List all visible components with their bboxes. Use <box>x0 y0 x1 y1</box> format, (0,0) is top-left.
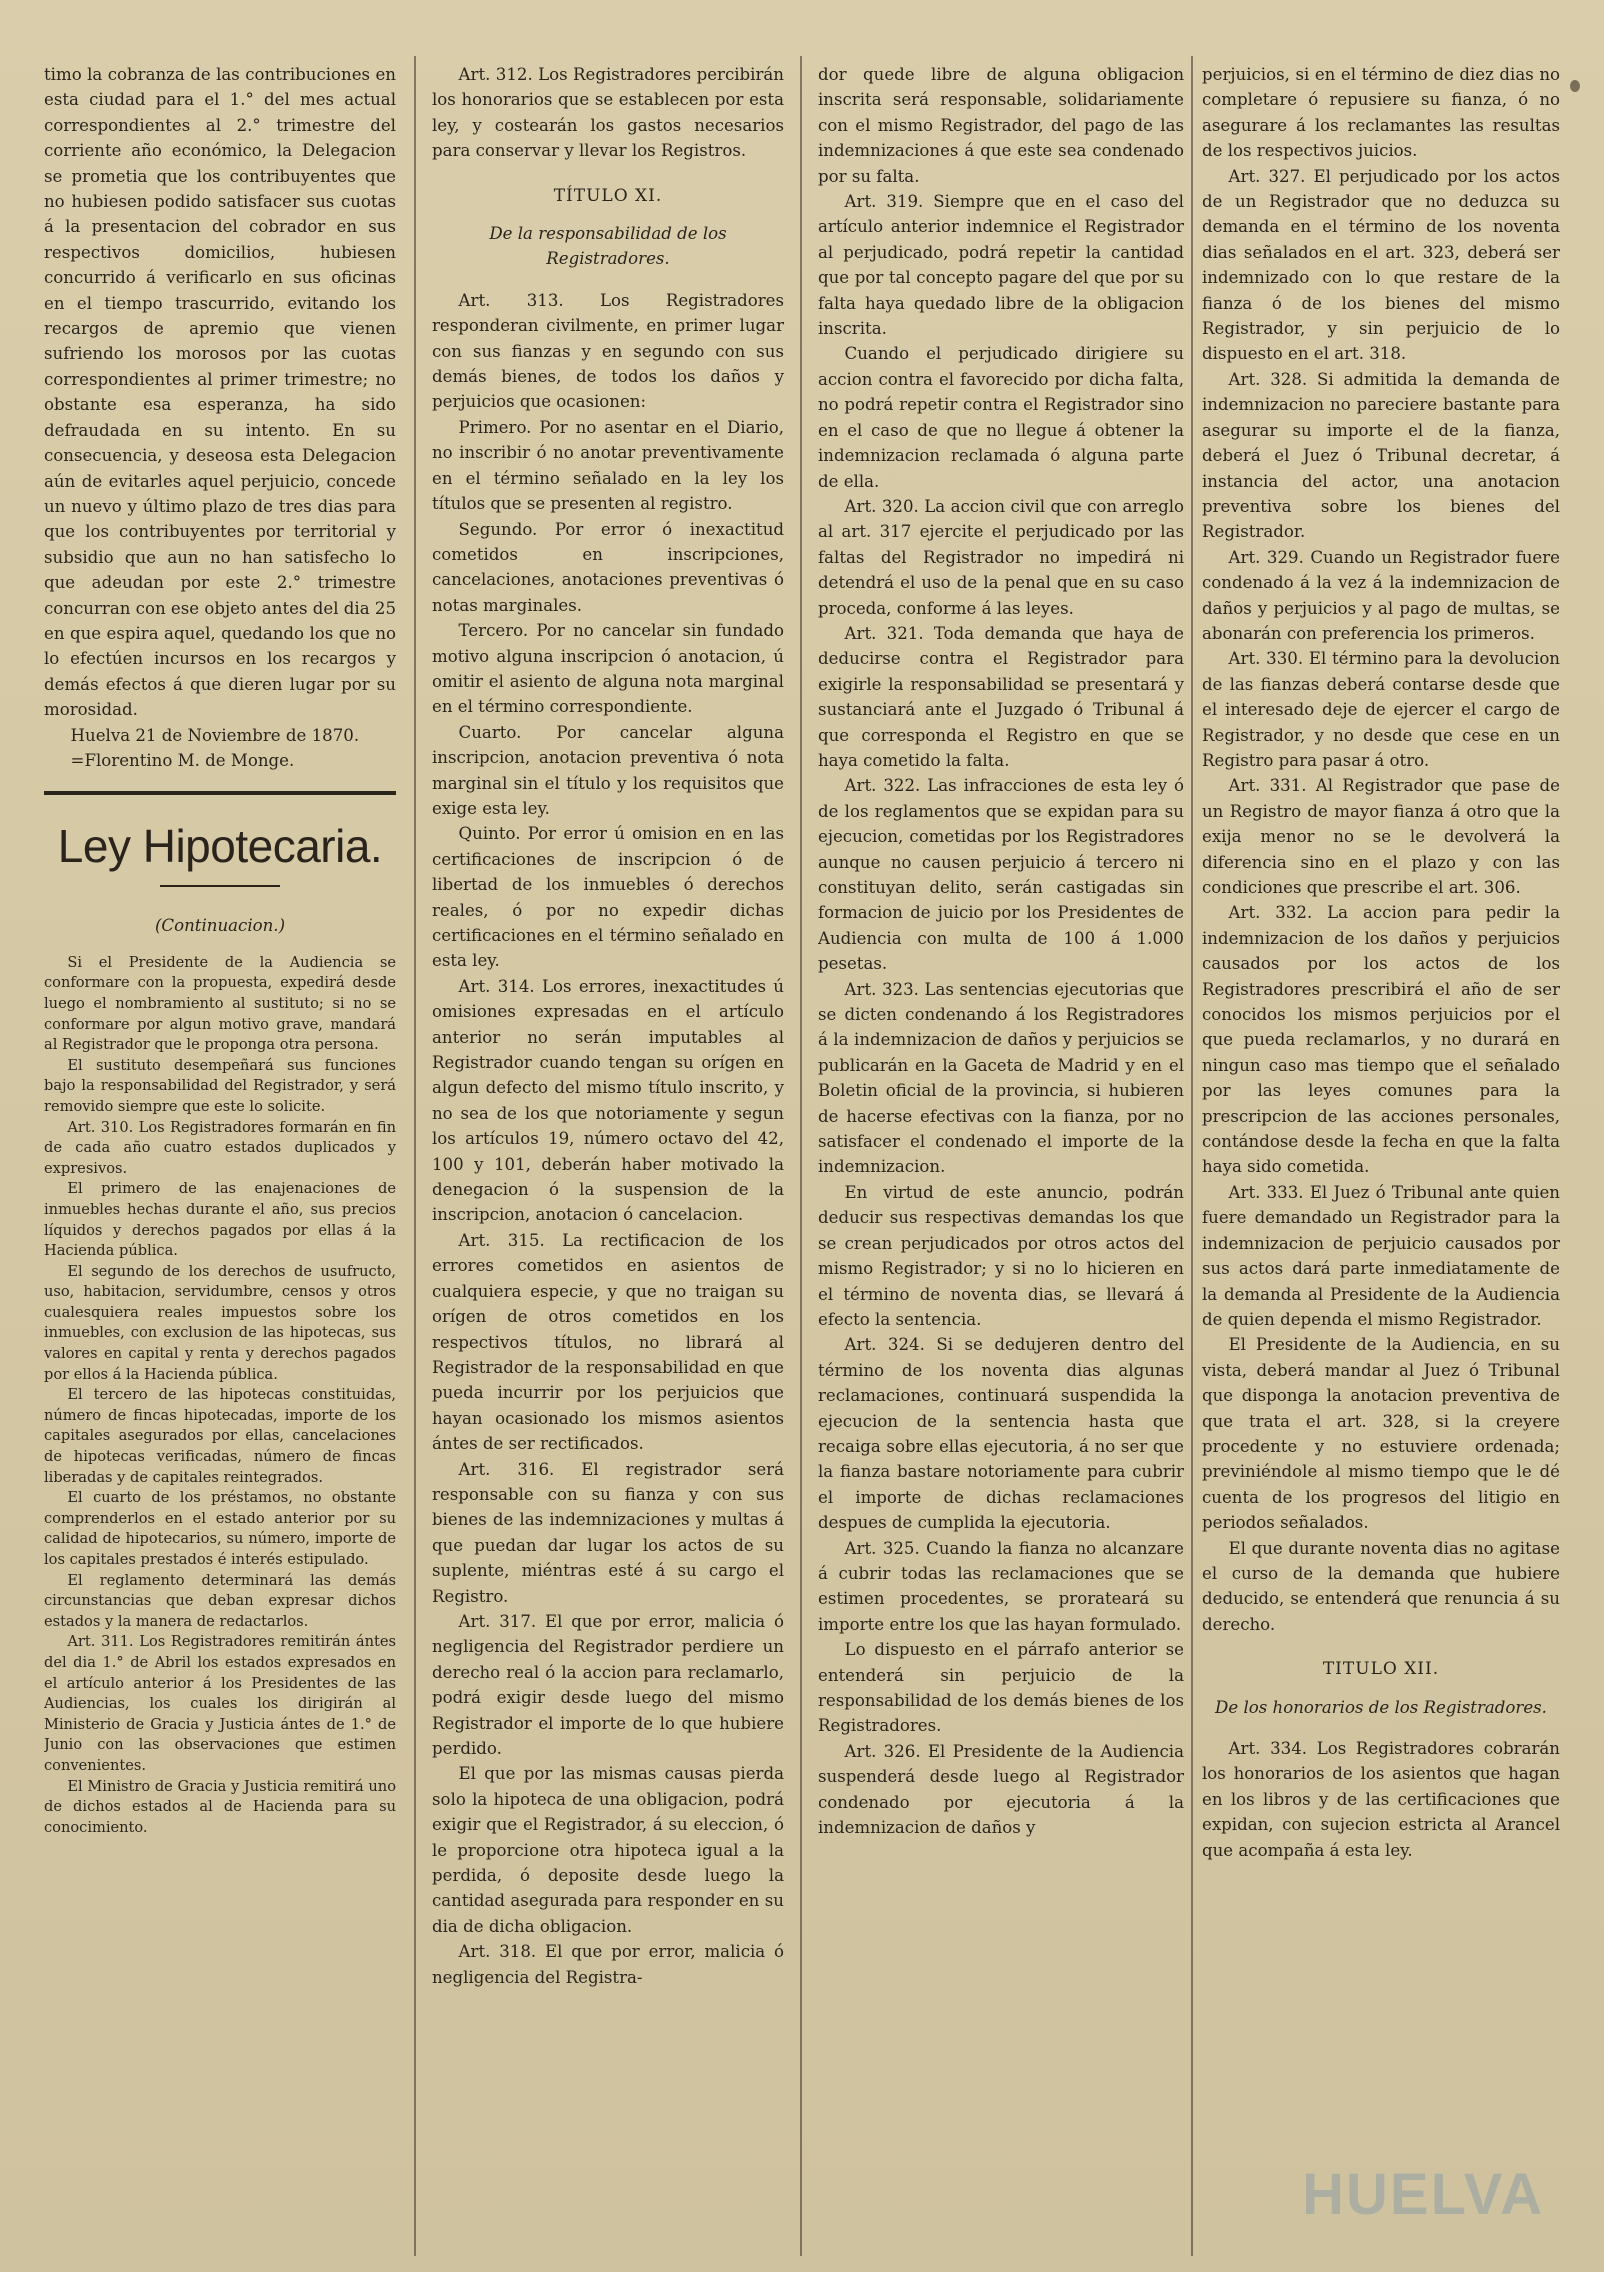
title-xii: TITULO XII. <box>1322 1659 1440 1680</box>
column-divider <box>1191 56 1193 2256</box>
column-4 <box>1202 62 1560 2257</box>
title-xi: TÍTULO XI. <box>553 185 663 206</box>
paragraph: Si el Presidente de la Audiencia se conformare con la propuesta, expedirá desde luego el nombramiento al sustituto; si no se conformare por algun motivo grave, mandará al Registrador que le proponga otra persona. <box>44 953 396 1054</box>
paragraph: Art. 326. El Presidente de la Audiencia suspenderá desde luego al Registrador condenado por ejecutoria á la indemnizacion de daños y <box>818 1741 1184 1838</box>
paragraph: Art. 315. La rectificacion de los errores cometidos en asientos de cualquiera especie, y que no traigan su orígen de otros cometidos en los respectivos títulos, no librará al Registrador de la responsabilidad en que pueda incurrir por los perjuicios que hayan ocasionado los mismos asientos ántes de ser rectificados. <box>432 1230 784 1454</box>
paragraph: Art. 321. Toda demanda que haya de deducirse contra el Registrador para exigirle la responsabilidad se presentará y sustanciará ante el Juzgado ó Tribunal á que corresponda el Registro en que se haya cometido la falta. <box>818 623 1184 770</box>
paragraph: Primero. Por no asentar en el Diario, no inscribir ó no anotar preventivamente en el término señalado en la ley los títulos que se presenten al registro. <box>432 417 784 514</box>
paragraph: Art. 313. Los Registradores responderan civilmente, en primer lugar con sus fianzas y en segundo con sus demás bienes, de todos los daños y perjuicios que ocasionen: <box>432 290 784 412</box>
paragraph: Art. 331. Al Registrador que pase de un Registro de mayor fianza á otro que la exija menor no se le devolverá la diferencia sino en el plazo y con las condiciones que prescribe el art. 306. <box>1202 776 1560 897</box>
title-underline <box>160 885 280 887</box>
ink-mark <box>1570 80 1580 92</box>
paragraph: perjuicios, si en el término de diez dias no completare ó repusiere su fianza, ó no asegurare á los reclamantes las resultas de los respectivos juicios. <box>1202 65 1560 161</box>
paragraph: Art. 323. Las sentencias ejecutorias que se dicten condenando á los Registradores á la indemnizacion de daños y perjuicios se publicarán en la Gaceta de Madrid y en el Boletin oficial de la provincia, si hubieren de hacerse efectivas con la fianza, por no satisfacer el condenado el importe de la indemnizacion. <box>818 979 1184 1177</box>
paragraph: Tercero. Por no cancelar sin fundado motivo alguna inscripcion ó anotacion, ú omitir el asiento de alguna nota marginal en el término correspondiente. <box>432 621 784 717</box>
law-articles-block <box>44 953 396 1839</box>
paragraph: Segundo. Por error ó inexactitud cometidos en inscripciones, cancelaciones, anotaciones preventivas ó notas marginales. <box>432 519 784 615</box>
column-2 <box>432 62 784 2257</box>
paragraph: Art. 330. El término para la devolucion de las fianzas deberá contarse desde que el interesado deje de ejercer el cargo de Registrador, y no desde que cese en un Registro para pasar á otro. <box>1202 649 1560 770</box>
paragraph: El que por las mismas causas pierda solo la hipoteca de una obligacion, podrá exigir que el Registrador, á su eleccion, ó le proporcione otra hipoteca igual a la perdida, ó deposite desde luego la cantidad asegurada para responder en su dia de dicha obligacion. <box>432 1764 784 1936</box>
column-3 <box>818 62 1184 2257</box>
paragraph: Quinto. Por error ú omision en en las certificaciones de inscripcion ó de libertad de los inmuebles ó derechos reales, ó por no expedir dichas certificaciones en el término señalado en esta ley. <box>432 824 784 971</box>
paragraph: El primero de las enajenaciones de inmuebles hechas durante el año, sus precios líquidos y derechos pagados por ellas á la Hacienda pública. <box>44 1180 396 1260</box>
paragraph: Art. 327. El perjudicado por los actos de un Registrador que no deduzca su demanda en el término de los noventa dias señalados en el art. 323, deberá ser indemnizado con lo que restare de la fianza ó de los bienes del mismo Registrador, y sin perjuicio de lo dispuesto en el art. 318. <box>1202 166 1560 364</box>
notice-signature: =Florentino M. de Monge. <box>70 750 295 770</box>
paragraph: El sustituto desempeñará sus funciones bajo la responsabilidad del Registrador, y será removido siempre que este lo solicite. <box>44 1056 396 1115</box>
section-title: Ley Hipotecaria. <box>57 820 383 873</box>
paragraph: Art. 310. Los Registradores formarán en fin de cada año cuatro estados duplicados y expresivos. <box>44 1118 396 1177</box>
paragraph: Art. 333. El Juez ó Tribunal ante quien fuere demandado un Registrador para la indemnizacion de perjuicio causados por sus actos dará parte inmediatamente de la demanda al Presidente de la Audiencia de quien dependa el mismo Registrador. <box>1202 1182 1560 1329</box>
title-xi-subtitle: De la responsabilidad de los Registradores. <box>489 224 727 269</box>
paragraph: El cuarto de los préstamos, no obstante comprenderlos en el estado anterior por su calidad de hipotecarios, su número, importe de los capitales prestados é interés estipulado. <box>44 1489 396 1568</box>
paragraph: El Ministro de Gracia y Justicia remitirá uno de dichos estados al de Hacienda para su conocimiento. <box>44 1777 396 1836</box>
paragraph: Lo dispuesto en el párrafo anterior se entenderá sin perjuicio de la responsabilidad de los demás bienes de los Registradores. <box>818 1640 1184 1736</box>
paragraph: Art. 314. Los errores, inexactitudes ú omisiones expresadas en el artículo anterior no serán imputables al Registrador cuando tengan su orígen en algun defecto del mismo título inscrito, y no sea de los que notoriamente y segun los artículos 19, número octavo del 42, 100 y 101, deberán haber motivado la denegacion ó la suspension de la inscripcion, anotacion ó cancelacion. <box>432 976 784 1225</box>
paragraph: El segundo de los derechos de usufructo, uso, habitacion, servidumbre, censos y otros cualesquiera reales impuestos sobre los inmuebles, con exclusion de las hipotecas, sus valores en capital y renta y derechos pagados por ellos á la Hacienda pública. <box>44 1262 396 1383</box>
paragraph: El Presidente de la Audiencia, en su vista, deberá mandar al Juez ó Tribunal que disponga la anotacion preventiva de que trata el art. 328, si la creyere procedente y no estuviere ordenada; previniéndole al mismo tiempo que le dé cuenta de los progresos del litigio en periodos señalados. <box>1202 1335 1560 1533</box>
paragraph: Art. 322. Las infracciones de esta ley ó de los reglamentos que se expidan para su ejecucion, cometidas por los Registradores aunque no causen perjuicio á tercero ni constituyan delito, serán castigadas sin formacion de juicio por los Presidentes de Audiencia con multa de 100 á 1.000 pesetas. <box>818 776 1184 974</box>
title-xii-subtitle: De los honorarios de los Registradores. <box>1215 1697 1547 1717</box>
paragraph: El que durante noventa dias no agitase el curso de la demanda que hubiere deducido, se entenderá que renuncia á su derecho. <box>1202 1538 1560 1634</box>
paragraph: dor quede libre de alguna obligacion inscrita será responsable, solidariamente con el mismo Registrador, del pago de las indemnizaciones á que este sea condenado por su falta. <box>818 65 1184 186</box>
paragraph: El tercero de las hipotecas constituidas, número de fincas hipotecadas, importe de los capitales asegurados por ellas, cancelaciones de hipotecas verificadas, número de fincas liberadas y de capitales reintegrados. <box>44 1386 396 1486</box>
continuation-label: (Continuacion.) <box>154 916 286 936</box>
notice-date: Huelva 21 de Noviembre de 1870. <box>70 725 360 745</box>
paragraph: Art. 325. Cuando la fianza no alcanzare á cubrir todas las reclamaciones que se estimen procedentes, se prorateará su importe entre los que las hayan formulado. <box>818 1538 1184 1634</box>
paragraph: Art. 324. Si se dedujeren dentro del término de los noventa dias algunas reclamaciones, continuará suspendida la ejecucion de la sentencia hasta que recaiga sobre ellas ejecutoria, á no ser que la fianza bastare notoriamente para cubrir el importe de dichas reclamaciones despues de cumplida la ejecutoria. <box>818 1335 1184 1533</box>
paragraph: Art. 328. Si admitida la demanda de indemnizacion no pareciere bastante para asegurar su importe el de la fianza, deberá el Juez ó Tribunal decretar, á instancia del actor, una anotacion preventiva sobre los bienes del Registrador. <box>1202 369 1560 542</box>
paragraph: Art. 317. El que por error, malicia ó negligencia del Registrador perdiere un derecho real ó la accion para reclamarlo, podrá exigir desde luego del mismo Registrador el importe de lo que hubiere perdido. <box>432 1611 784 1758</box>
article-334: Art. 334. Los Registradores cobrarán los honorarios de los asientos que hagan en los libros y de las certificaciones que expidan, con sujecion estricta al Arancel que acompaña á esta ley. <box>1202 1739 1560 1860</box>
paragraph: Art. 329. Cuando un Registrador fuere condenado á la vez á la indemnizacion de daños y perjuicios y al pago de multas, se abonarán con preferencia los primeros. <box>1202 547 1560 643</box>
paragraph: Art. 316. El registrador será responsable con su fianza y con sus bienes de las indemnizaciones y multas á que puedan dar lugar los actos de su suplente, miéntras esté á su cargo el Registro. <box>432 1459 784 1606</box>
paragraph: Art. 318. El que por error, malicia ó negligencia del Registra- <box>432 1942 784 1987</box>
paragraph: En virtud de este anuncio, podrán deducir sus respectivas demandas los que se crean perjudicados por otros actos del mismo Registrador; y si no lo hicieren en el término de noventa dias, se llevará á efecto la sentencia. <box>818 1182 1184 1329</box>
column-1 <box>44 62 396 2257</box>
archive-watermark: HUELVA <box>1302 2162 1544 2227</box>
paragraph: Cuarto. Por cancelar alguna inscripcion, anotacion preventiva ó nota marginal sin el título y los requisitos que exige esta ley. <box>432 722 784 818</box>
article-312: Art. 312. Los Registradores percibirán los honorarios que se establecen por esta ley, y costearán los gastos necesarios para conservar y llevar los Registros. <box>432 65 784 161</box>
column-divider <box>800 56 802 2256</box>
paragraph: Art. 319. Siempre que en el caso del artículo anterior indemnice el Registrador al perjudicado, podrá repetir la cantidad que por tal concepto pagare del que por su falta haya quedado libre de la obligacion inscrita. <box>818 192 1184 339</box>
delegation-notice: timo la cobranza de las contribuciones en esta ciudad para el 1.° del mes actual correspondientes al 2.° trimestre del corriente año económico, la Delegacion se prometia que los contribuyentes que no hubiesen podido satisfacer sus cuotas á la presentacion del cobrador en sus respectivos domicilios, hubiesen concurrido á verificarlo en sus oficinas en el tiempo trascurrido, evitando los recargos de apremio que vienen sufriendo los morosos por las cuotas correspondientes al primer trimestre; no obstante esa esperanza, ha sido defraudada en su intento. En su consecuencia, y deseosa esta Delegacion aún de evitarles aquel perjuicio, concede un nuevo y último plazo de tres dias para que los contribuyentes por territorial y subsidio que aun no han satisfecho lo que adeudan por este 2.° trimestre concurran con ese objeto antes del dia 25 en que espira aquel, quedando los que no lo efectúen incursos en los recargos y demás efectos á que dieren lugar por su morosidad. <box>44 65 396 720</box>
section-divider <box>44 791 396 795</box>
paragraph: Art. 320. La accion civil que con arreglo al art. 317 ejercite el perjudicado por las faltas del Registrador no impedirá ni detendrá el uso de la penal que en su caso proceda, conforme á las leyes. <box>818 496 1184 618</box>
paragraph: Cuando el perjudicado dirigiere su accion contra el favorecido por dicha falta, no podrá repetir contra el Registrador sino en el caso de que no llegue á obtener la indemnizacion reclamada ó alguna parte de ella. <box>818 344 1184 491</box>
paragraph: Art. 311. Los Registradores remitirán ántes del dia 1.° de Abril los estados expresados en el artículo anterior á los Presidentes de las Audiencias, los cuales los dirigirán al Ministerio de Gracia y Justicia ántes de 1.° de Junio con las observaciones que estimen convenientes. <box>44 1633 396 1774</box>
paragraph: Art. 332. La accion para pedir la indemnizacion de los daños y perjuicios causados por los actos de los Registradores prescribirá el año de ser conocidos los mismos perjuicios por el que pueda reclamarlos, y no durará en ningun caso mas tiempo que el señalado por las leyes comunes para la prescripcion de las acciones personales, contándose desde la fecha en que la falta haya sido cometida. <box>1202 903 1560 1177</box>
column-divider <box>414 56 416 2256</box>
paragraph: El reglamento determinará las demás circunstancias que deban expresar dichos estados y la manera de redactarlos. <box>44 1571 396 1630</box>
